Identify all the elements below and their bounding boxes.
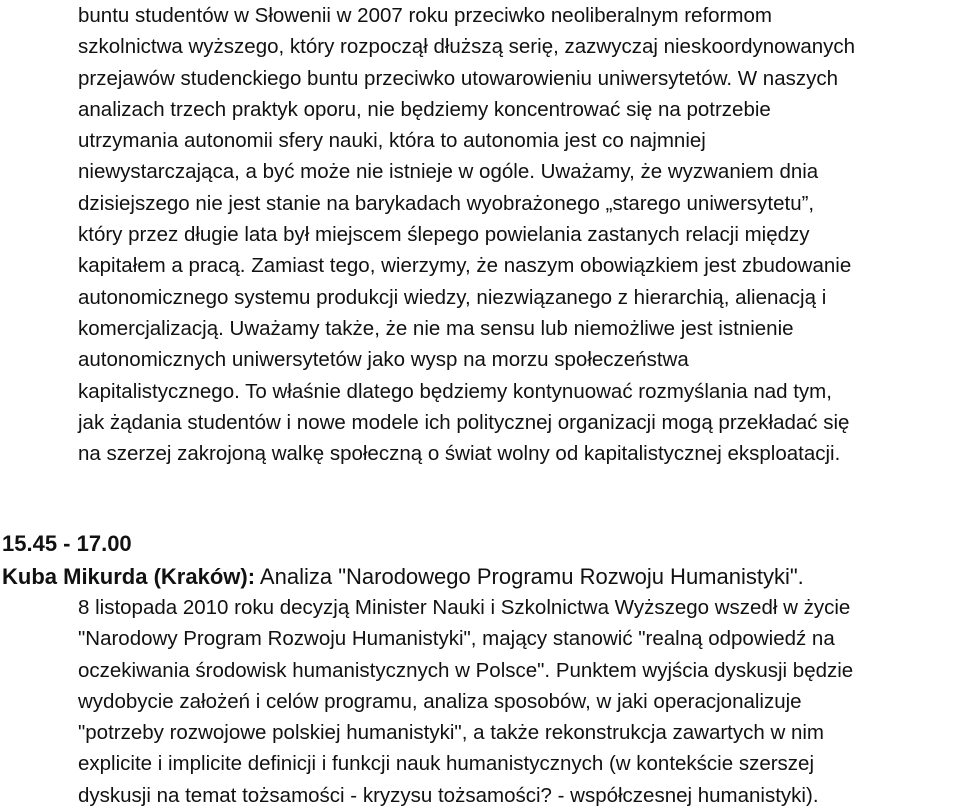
speaker-name: Kuba Mikurda (Kraków): (2, 564, 256, 589)
session-heading (2, 562, 960, 592)
session-description: 8 listopada 2010 roku decyzją Minister Nauki i Szkolnictwa Wyższego wszedł w życie "Narodowy Program Rozwoju Humanistyki", mający stanowić "realną odpowiedź na oczekiwania środowisk humanistycznych w Polsce". Punktem wyjścia dyskusji będzie wydobycie założeń i celów programu, analiza sposobów, w jaki operacjonalizuje "potrzeby rozwojowe polskiej humanistyki", a także rekonstrukcja zawartych w nim explicite i implicite definicji i funkcji nauk humanistycznych (w kontekście szerszej dyskusji na temat tożsamości - kryzysu tożsamości? - współczesnej humanistyki). (78, 596, 854, 807)
session-time: 15.45 - 17.00 (2, 531, 132, 556)
talk-title: Analiza "Narodowego Programu Rozwoju Humanistyki". (255, 564, 804, 589)
body-paragraph-1: buntu studentów w Słowenii w 2007 roku przeciwko neoliberalnym reformom szkolnictwa wyższego, który rozpoczął dłuższą serię, zazwyczaj nieskoordynowanych przejawów studenckiego buntu przeciwko utowarowieniu uniwersytetów. W naszych analizach trzech praktyk oporu, nie będziemy koncentrować się na potrzebie utrzymania autonomii sfery nauki, która to autonomia jest co najmniej niewystarczająca, a być może nie istnieje w ogóle. Uważamy, że wyzwaniem dnia dzisiejszego nie jest stanie na barykadach wyobrażonego „starego uniwersytetu”, który przez długie lata był miejscem ślepego powielania zastanych relacji między kapitałem a pracą. Zamiast tego, wierzymy, że naszym obowiązkiem jest zbudowanie autonomicznego systemu produkcji wiedzy, niezwiązanego z hierarchią, alienacją i komercjalizacją. Uważamy także, że nie ma sensu lub niemożliwe jest istnienie autonomicznych uniwersytetów jako wysp na morzu społeczeństwa kapitalistycznego. To właśnie dlatego będziemy kontynuować rozmyślania nad tym, jak żądania studentów i nowe modele ich politycznej organizacji mogą przekładać się na szerzej zakrojoną walkę społeczną o świat wolny od kapitalistycznej eksploatacji. (78, 4, 856, 466)
